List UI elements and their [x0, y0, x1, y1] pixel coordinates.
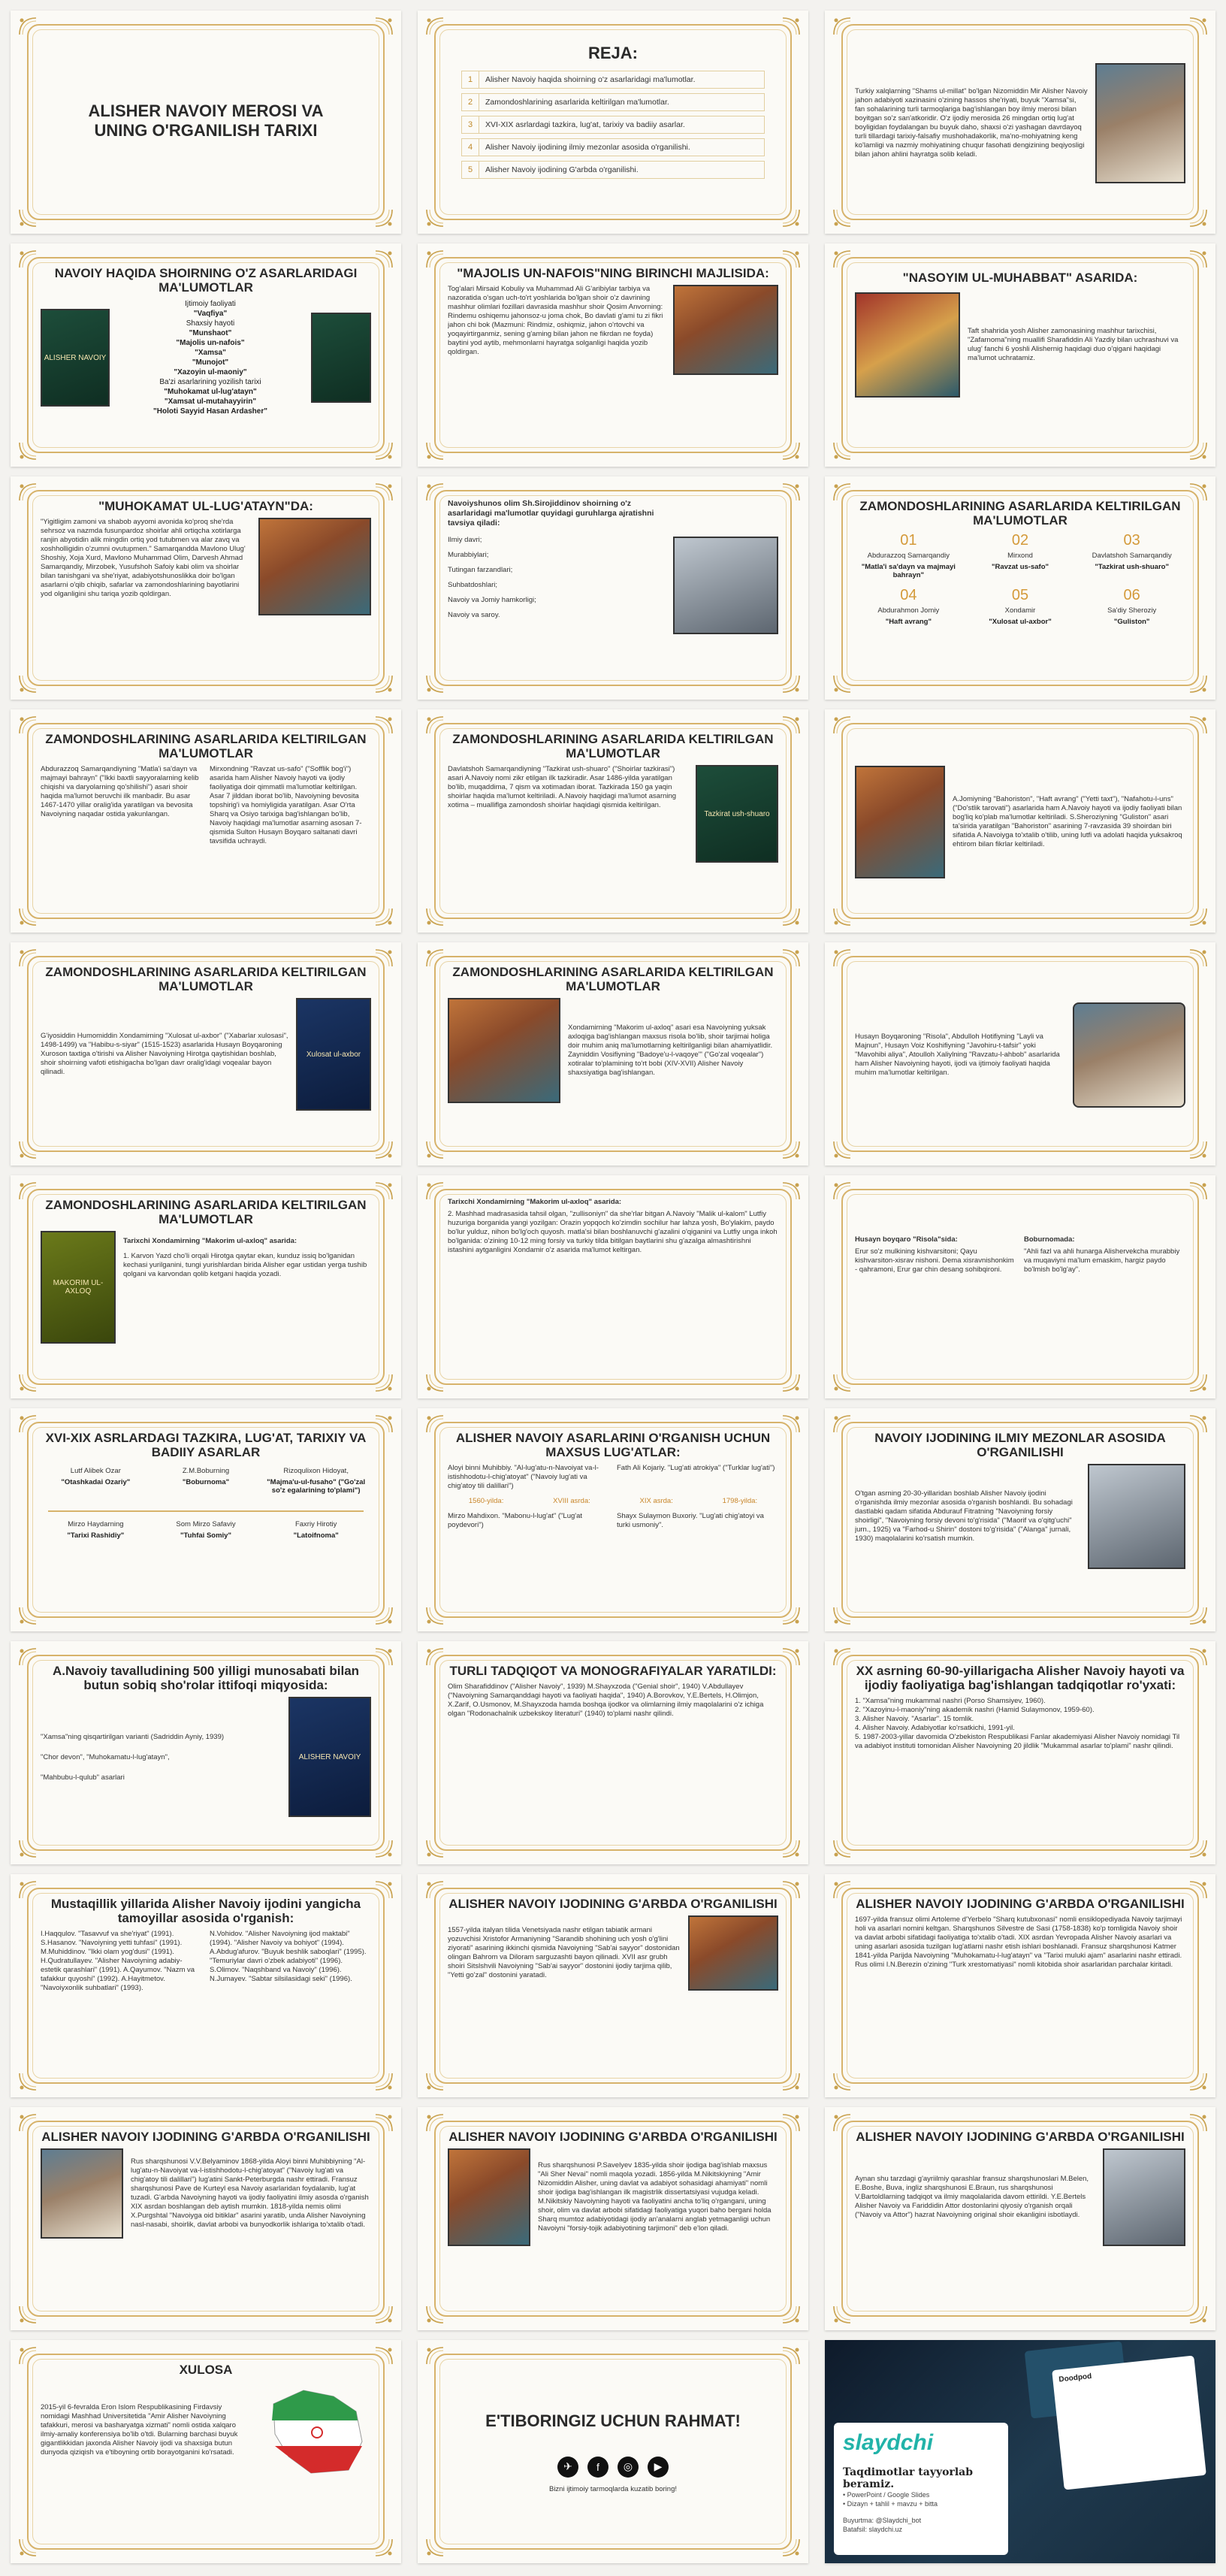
work-item: 04 Abdurahmon Jomiy "Haft avrang"	[877, 587, 940, 626]
corner-ornament-icon	[374, 1181, 394, 1201]
slide-muhokamat	[11, 476, 401, 700]
slide-xondamir	[11, 942, 401, 1166]
corner-ornament-icon	[18, 1373, 38, 1392]
corner-ornament-icon	[425, 907, 445, 927]
slide-text: Xondamirning "Makorim ul-axloq" asari esa Navoiyning yuksak axloqiga bag'ishlangan maxsus risola bo'lib, shoir tarjimai holiga doir muhim aniq ma'lumotlarning keltirilganligi bilan ahamiyatlidir. Zayniddin Vosifiyning "Badoye'u-l-vaqoye'" ("Go'zal voqealar") xotiralar to'plamining to'rt bobi (XIV-XVII) Alisher Navoiy shaxsiyatiga bag'ishlangan.	[568, 1023, 773, 1077]
slide-60-90-research	[825, 1641, 1215, 1864]
corner-ornament-icon	[374, 482, 394, 502]
plan-item: 4 Alisher Navoiy ijodining ilmiy mezonlar asosida o'rganilishi.	[461, 138, 765, 156]
book-cover-image: MAKORIM UL-AXLOQ	[41, 1231, 116, 1344]
corner-ornament-icon	[781, 441, 801, 461]
slide-heading: ALISHER NAVOIY IJODINING G'ARBDA O'RGANILISHI	[856, 1897, 1185, 1911]
slide-tazkirat	[418, 709, 808, 933]
corner-ornament-icon	[18, 1647, 38, 1667]
corner-ornament-icon	[18, 1181, 38, 1201]
corner-ornament-icon	[781, 948, 801, 968]
corner-ornament-icon	[18, 441, 38, 461]
left-heading: Husayn boyqaro "Risola"sida:	[855, 1235, 958, 1244]
slide-special-dictionaries	[418, 1408, 808, 1631]
slide-contemporaries-grid	[825, 476, 1215, 700]
bertels-portrait	[1103, 2148, 1185, 2246]
slide-text: 1557-yilda italyan tilida Venetsiyada nashr etilgan tabiatik armani yozuvchisi Xristofor Armaniyning "Sarandib shohining uch yosh o'g'lini ziyorati" asarining ikkinchi qismida Navoiyning "Sab'ai sayyor" dostonidan olingan Bahrom va Diloram sarguzashti bayon qilinadi. XVII asr grubh shoiri Sitslshvili Navoiyning "Sab'ai sayyor" dostonini ijodiy tarjima qilib, "Yetti go'zal" dostonini yaratadi.	[448, 1926, 680, 1979]
slide-title	[11, 11, 401, 234]
slide-intro	[825, 11, 1215, 234]
corner-ornament-icon	[1188, 2305, 1208, 2324]
work-item: 06 Sa'diy Sheroziy "Guliston"	[1107, 587, 1157, 626]
corner-ornament-icon	[18, 948, 38, 968]
corner-ornament-icon	[374, 2305, 394, 2324]
slide-text: Olim Sharafiddinov ("Alisher Navoiy", 1939) M.Shayxzoda ("Genial shoir", 1940) V.Abdullayev ("Navoiyning Samarqanddagi hayoti va faoliyati haqida", 1940) A.Borovkov, Y.E.Bertels, H.Olimjon, X.Zarif, O.Usmonov, M.Shayxzoda hamda boshqa ijodkor va olimlarning ilmiy maqolalarini o'z ichiga olgan "Rodonachalnik uzbekskoy literaturi" (1940) to'plami nashr qilindi.	[448, 1683, 764, 1718]
corner-ornament-icon	[781, 1647, 801, 1667]
painting-image	[855, 292, 960, 398]
navoiy-portrait	[1095, 63, 1185, 183]
corner-ornament-icon	[832, 482, 852, 502]
miniature-image	[448, 998, 560, 1103]
work-item: 05 Xondamir "Xulosat ul-axbor"	[989, 587, 1052, 626]
ad-card[interactable]	[834, 2423, 1008, 2555]
slide-conclusion	[11, 2340, 401, 2563]
corner-ornament-icon	[425, 1181, 445, 1201]
corner-ornament-icon	[425, 2305, 445, 2324]
book-cover-image: ALISHER NAVOIY	[41, 309, 110, 407]
plan-item: 1 Alisher Navoiy haqida shoirning o'z asarlaridagi ma'lumotlar.	[461, 71, 765, 89]
slide-risola-boburnoma	[825, 1175, 1215, 1398]
corner-ornament-icon	[425, 1140, 445, 1160]
corner-ornament-icon	[832, 2305, 852, 2324]
dictionary-item: Aloyi binni Muhibbiy. "Al-lug'atu-n-Navoiyat va-l-istishhodotu-l-chig'atoyat" ("Navoiy lug'ati va chig'atoy tili dalillari")	[448, 1464, 599, 1490]
slide-heading: "NASOYIM UL-MUHABBAT" ASARIDA:	[902, 271, 1138, 285]
slide-heading: ALISHER NAVOIY IJODINING G'ARBDA O'RGANILISHI	[448, 2130, 778, 2144]
slide-heading: "MUHOKAMAT UL-LUG'ATAYN"DA:	[98, 499, 313, 513]
telegram-icon[interactable]: ✈	[557, 2457, 578, 2478]
slide-subtitle: Tarixchi Xondamirning "Makorim ul-axloq" asarida:	[123, 1237, 297, 1245]
list-item: "Mahbubu-l-qulub" asarlari	[41, 1773, 125, 1782]
corner-ornament-icon	[781, 1880, 801, 1900]
corner-ornament-icon	[18, 907, 38, 927]
list-item: "Xamsa"ning qisqartirilgan varianti (Sadriddin Ayniy, 1939)	[41, 1732, 225, 1741]
corner-ornament-icon	[425, 208, 445, 228]
miniature-image	[855, 766, 945, 878]
corner-ornament-icon	[18, 2072, 38, 2091]
list-item: Tutingan farzandlari;	[448, 566, 513, 574]
corner-ornament-icon	[374, 1414, 394, 1434]
slide-text: 2015-yil 6-fevralda Eron Islom Respublikasining Firdavsiy nomidagi Mashhad Universitetida "Amir Alisher Navoiyning tafakkuri, merosi va basharyatga xizmati" nomli ostida xalqaro ilmiy-amaliy konferensiya bo'lib o'tdi. Bularning barchasi buyuk gigantlikkidan jaxonda Alisher Navoiy ijodi va shaxsiga butun dunyoda qiziqish va e'tiboyning ortib borayotganini ko'rsatadi.	[41, 2403, 238, 2457]
corner-ornament-icon	[425, 2113, 445, 2133]
corner-ornament-icon	[1188, 1647, 1208, 1667]
corner-ornament-icon	[781, 2072, 801, 2091]
slide-heading: Tarixchi Xondamirning "Makorim ul-axloq" asarida:	[448, 1198, 622, 1206]
corner-ornament-icon	[18, 208, 38, 228]
corner-ornament-icon	[425, 1839, 445, 1858]
slide-advertisement	[825, 2340, 1215, 2563]
corner-ornament-icon	[18, 2305, 38, 2324]
corner-ornament-icon	[18, 2346, 38, 2366]
list-item: 3. Alisher Navoiy. "Asarlar". 15 tomlik.	[855, 1715, 974, 1723]
corner-ornament-icon	[18, 674, 38, 694]
corner-ornament-icon	[18, 17, 38, 36]
corner-ornament-icon	[18, 715, 38, 735]
year-label: XVIII asrda:	[553, 1497, 590, 1505]
corner-ornament-icon	[374, 907, 394, 927]
ad-bullet: • Dizayn + tahlil + mavzu + bitta	[843, 2500, 938, 2508]
slide-heading: XX asrning 60-90-yillarigacha Alisher Navoiy hayoti va ijodiy faoliyatiga bag'ishlangan tadqiqotlar ro'yxati:	[856, 1664, 1185, 1692]
corner-ornament-icon	[374, 2538, 394, 2557]
list-item: 4. Alisher Navoiy. Adabiyotlar ko'rsatkichi, 1991-yil.	[855, 1724, 1015, 1732]
slide-sirojiddinov	[418, 476, 808, 700]
slide-heading: XULOSA	[179, 2363, 233, 2377]
corner-ornament-icon	[425, 674, 445, 694]
corner-ornament-icon	[832, 1140, 852, 1160]
corner-ornament-icon	[832, 1839, 852, 1858]
slide-makorim	[418, 942, 808, 1166]
list-item: 2. "Xazoyinu-l-maoniy"ning akademik nashri (Hamid Sulaymonov, 1959-60).	[855, 1706, 1095, 1714]
plan-item: 2 Zamondoshlarining asarlarida keltirilgan ma'lumotlar.	[461, 93, 765, 111]
corner-ornament-icon	[374, 1373, 394, 1392]
corner-ornament-icon	[18, 1414, 38, 1434]
corner-ornament-icon	[781, 1373, 801, 1392]
slide-jomiy	[825, 709, 1215, 933]
corner-ornament-icon	[18, 249, 38, 269]
list-item: Ilmiy davri;	[448, 536, 482, 544]
portraits-image	[1073, 1002, 1185, 1108]
corner-ornament-icon	[425, 1373, 445, 1392]
corner-ornament-icon	[1188, 1373, 1208, 1392]
iran-map-image	[258, 2381, 371, 2479]
corner-ornament-icon	[425, 249, 445, 269]
corner-ornament-icon	[18, 2113, 38, 2133]
slide-heading: TURLI TADQIQOT VA MONOGRAFIYALAR YARATILDI:	[449, 1664, 777, 1678]
slide-text: "Yigitligim zamoni va shabob ayyomi avonida ko'proq she'rda sehrsoz va nazmda fusunpardoz shoirlar ahli ortiqcha xotirlarga ranjin abyotidin alik mingdin ortiq yod tutubmen va alar zavq va xoshholligidin o'zumni ovutupmen." Samarqandda Mavlono Ulug' Shoshiy, Xoja Xurd, Mavlono Muhammad Olim, Darvesh Ahmad Samarqandiy, Mirzobek, Yusufshoh Safoiy kabi olim va shoirlar bilan tanishgani va she'riyat, adabiyotshunoslikka doir bo'lgan asarlarni o'qib chiqib, safarlar va zamondoshlarining bayotlarini yod olganligini shu tariqa yozib qoldirgan.	[41, 518, 246, 598]
slide-west-3	[11, 2107, 401, 2330]
youtube-icon[interactable]: ▶	[648, 2457, 669, 2478]
slide-text: Taft shahrida yosh Alisher zamonasining mashhur tarixchisi, "Zafarnoma"ning muallifi Sharafiddin Ali Yazdiy bilan uchrashuvi va ulug' fanchi 6 yoshli Alishernig haqidagi duo o'qigani haqidagi ma'lumot uchratamiz.	[968, 327, 1179, 362]
slide-text-right: Mirxondning "Ravzat us-safo" ("Sofflik bog'i") asarida ham Alisher Navoiy hayoti va ijodiy faoliyatiga doir qimmatli ma'lumotlar keltirilgan. Asar 7 jilddan iborat bo'lib, Navoiyning bevosita topshirig'i va homiyligida yaratilgan. Asar O'rta Sharq va Osiyo tarixiga bag'ishlangan bo'lib, Navoiy haqidagi ma'lumotlar asarning asosan 7-qismida Sulton Husayn Boyqaro saltanati davri tavsifida uchraydi.	[210, 765, 362, 845]
slide-text-right: N.Vohidov. "Alisher Navoiyning ijod maktabi" (1994). "Alisher Navoiy va bohiyot" (1994). A.Abdug'afurov. "Buyuk beshlik saboqlari" (1995). "Temuriylar davri o'zbek adabiyoti" (1996). S.Olimov. "Naqshband va Navoiy" (1996). N.Jumayev. "Sabtar silsilasidagi seki" (1996).	[210, 1930, 367, 1983]
plan-item: 5 Alisher Navoiy ijodining G'arbda o'rganilishi.	[461, 161, 765, 179]
slide-scientific-study	[825, 1408, 1215, 1631]
slide-text: Aynan shu tarzdagi g'ayriilmiy qarashlar fransuz sharqshunoslari M.Belen, E.Boshe, Buva, ingliz sharqshunosi E.Braun, rus sharqshunosi V.Bartoldlarning tadqiqot va ilmiy maqolalarida davom ettirildi. Y.E.Bertels Alisher Navoiy va Fariddidin Attor dostonlarini qiyosiy o'rganish orqali ("Navoiy va Attor") hazrat Navoiyning original shoir ekanligini isbotlaydi.	[855, 2175, 1089, 2219]
corner-ornament-icon	[832, 249, 852, 269]
corner-ornament-icon	[425, 715, 445, 735]
corner-ornament-icon	[374, 1140, 394, 1160]
miniature-image	[258, 518, 371, 615]
right-heading: Boburnomada:	[1024, 1235, 1075, 1244]
corner-ornament-icon	[374, 441, 394, 461]
corner-ornament-icon	[832, 907, 852, 927]
slide-west-2	[825, 1874, 1215, 2097]
corner-ornament-icon	[1188, 1181, 1208, 1201]
dictionary-item: Mirzo Mahdixon. "Mabonu-l-lug'at" ("Lug'at poydevori")	[448, 1512, 583, 1529]
corner-ornament-icon	[1188, 249, 1208, 269]
slide-text: A.Jomiyning "Bahoriston", "Haft avrang" ("Yetti taxt"), "Nafahotu-l-uns" ("Do'stlik tarovati") asarlarida ham A.Navoiy hayoti va ijodiy faoliyati bilan bog'liq ko'plab ma'lumotlar keltiriladi. S.Sheroziyning "Guliston" asari ta'sirida yaratilgan "Bahoriston" asarining 7-ravzasida 39 shoirdan biri sifatida A.Navoiyga to'xtalib o'tilib, uning lutfi va adolati haqida yuksakroq ehtirom bilan fikrlar keltiriladi.	[953, 794, 1182, 848]
corner-ornament-icon	[781, 1140, 801, 1160]
corner-ornament-icon	[1188, 907, 1208, 927]
scholar-portrait	[41, 2148, 123, 2239]
corner-ornament-icon	[1188, 441, 1208, 461]
slide-plan	[418, 11, 808, 234]
corner-ornament-icon	[374, 715, 394, 735]
corner-ornament-icon	[1188, 2072, 1208, 2091]
corner-ornament-icon	[374, 1839, 394, 1858]
slide-boyqaro	[825, 942, 1215, 1166]
corner-ornament-icon	[832, 17, 852, 36]
corner-ornament-icon	[18, 2538, 38, 2557]
slide-heading: ALISHER NAVOIY ASARLARINI O'RGANISH UCHUN MAXSUS LUG'ATLAR:	[455, 1431, 771, 1459]
corner-ornament-icon	[425, 1880, 445, 1900]
slide-makorim-2	[418, 1175, 808, 1398]
slide-west-1	[418, 1874, 808, 2097]
slide-text: Husayn Boyqaroning "Risola", Abdulloh Hotifiyning "Layli va Majnun", Husayn Voiz Koshifiyning "Javohiru-t-tafsir" yoki "Mavohibi aliya", Atoulloh Xaliylning "Ravzatu-l-ahbob" asarlarida ham Alisher Navoiyning hayoti, ijodi va ijtimoiy faoliyati haqida muhim ma'lumotlar keltirilgan.	[855, 1032, 1060, 1077]
corner-ornament-icon	[781, 1181, 801, 1201]
book-cover-image: Tazkirat ush-shuaro	[696, 765, 778, 863]
slide-west-4	[418, 2107, 808, 2330]
work-item: Rizoqulixon Hidoyat, "Majma'u-ul-fusaho" ("Go'zal so'z egalarining to'plami")	[267, 1467, 366, 1495]
scholar-photo	[673, 537, 778, 634]
corner-ornament-icon	[374, 2346, 394, 2366]
slide-tazkira-lugat	[11, 1408, 401, 1631]
slide-text-left: Abdurazzoq Samarqandiyning "Matla'i sa'dayn va majmayi bahrayn" ("Ikki baxtli sayyoralarning kelib chiqishi va daryolarning qo'shilishi") asari shoir haqida ma'lumot beruvchi ilk manbadir. Bu asar 1467-1470 yillar oralig'ida yaratilgan va bevosita Navoiyning naqadar ostida yakunlangan.	[41, 765, 199, 818]
slide-heading: Navoiyshunos olim Sh.Sirojiddinov shoirning o'z asarlaridagi ma'lumotlar quyidagi guruhlarga ajratishni tavsiya qiladi:	[448, 499, 654, 528]
corner-ornament-icon	[374, 948, 394, 968]
slide-text: Rus sharqshunosi V.V.Belyaminov 1868-yilda Aloyi binni Muhibbiyning "Al-lug'atu-n-Navoiyat va-l-istishhodotu-l-chig'atoyat" ("Navoiy lug'ati va chig'atoy tili dalillari") lug'atini Sankt-Peterburgda nashr ettiradi. Fransuz sharqshunosi Pave de Kurteyl esa Navoiy asarlaridan foydalanib, lug'at tuzadi. G'arbda Navoiyning hayoti va ijodiy faoliyatini ilmiy asosda o'rganish XIX asrdan boshlangan deb aytish mumkin. 1818-yilda nemis olimi X.Purgshtal "Navoiyga oid bitiklar" asarini yaratib, unda Alisher Navoiyning nasl-nasabi, shoirlik, davlat arbobi va bunyodkorlik ishlariga to'xtalib o'tadi.	[131, 2157, 369, 2229]
slide-text: 1. Karvon Yazd cho'li orqali Hirotga qaytar ekan, kunduz issiq bo'lganidan kechasi yurilganini, tungi yurishlardan birida Alisher egar ustidan yerga tushib qolgani va karvondan qolib ketgani haqida yozadi.	[123, 1252, 367, 1278]
fitrat-portrait	[1088, 1464, 1185, 1569]
corner-ornament-icon	[425, 2072, 445, 2091]
work-item: Lutf Alibek Ozar "Otashkadai Ozariy"	[61, 1467, 131, 1486]
year-label: 1798-yilda:	[722, 1497, 758, 1505]
work-item: Faxriy Hirotiy "Latoifnoma"	[293, 1520, 339, 1540]
book-cover-image: ALISHER NAVOIY	[288, 1697, 371, 1817]
list-item: Murabbiylari;	[448, 551, 489, 559]
miniature-image	[673, 285, 778, 375]
corner-ornament-icon	[1188, 1140, 1208, 1160]
corner-ornament-icon	[18, 1839, 38, 1858]
corner-ornament-icon	[781, 208, 801, 228]
slide-heading: XVI-XIX ASRLARDAGI TAZKIRA, LUG'AT, TARIXIY VA BADIIY ASARLAR	[45, 1431, 367, 1459]
slide-text: Rus sharqshunosi P.Savelyev 1835-yilda shoir ijodiga bag'ishlab maxsus "Ali Sher Nevai" nomli maqola yozadi. 1856-yilda M.Nikitskiyning "Amir Nizomiddin Alisher, uning davlat va adabiyot sohasidagi ahamiyati" nomli shoir ijodiga bag'ishlangan ilk magistrlik dissertatsiyasi vujudga keladi. M.Nikitskiy Navoiyning hayoti va faoliyatini ancha to'liq o'rgangani, uning shoir, olim va davlat arbobi sifatidagi faoliyatiga yuqori baho bergani holda Sharq mumtoz adabiyotidagi ijodiy an'analarni anglab yetmaganligi uchun Navoiyni "forsiy-tojik adabiyotining tarjimoni" deb e'lon qiladi.	[538, 2161, 772, 2233]
slide-contemporaries-two-col	[11, 709, 401, 933]
timeline-line	[48, 1510, 364, 1512]
corner-ornament-icon	[425, 1606, 445, 1625]
corner-ornament-icon	[781, 1606, 801, 1625]
facebook-icon[interactable]: f	[587, 2457, 608, 2478]
corner-ornament-icon	[832, 674, 852, 694]
miniature-image	[448, 2148, 530, 2246]
corner-ornament-icon	[1188, 1880, 1208, 1900]
corner-ornament-icon	[374, 17, 394, 36]
corner-ornament-icon	[425, 17, 445, 36]
corner-ornament-icon	[781, 715, 801, 735]
slide-text: Tog'alari Mirsaid Kobuliy va Muhammad Ali G'aribiylar tarbiya va nazoratida o'sgan uch-to'rt yoshlarida bo'lgan shoir o'z davrining mashhur olimlari fozillari davrasida mashhur shoir Qosim Anvorning: Rindemu oshiqemu jahonsoz-u joma chok, Bo davlati g'ami tu zi fikri jahon chi bok (Mazmuni: Rindmiz, oshiqmiz, jahon o'rtovchi va yoqayirtirganmiz, sening g'aming bilan jahon ne fikrdan ne foyda) baytini yod aytib, mehmonlarni hayratga solganligi haqida yozib qoldirgan.	[448, 285, 663, 356]
corner-ornament-icon	[374, 2113, 394, 2133]
work-item: 02 Mirxond "Ravzat us-safo"	[991, 532, 1049, 571]
corner-ornament-icon	[832, 1414, 852, 1434]
work-item: 01 Abdurazzoq Samarqandiy "Matla'i sa'dayn va majmayi bahrayn"	[861, 532, 956, 579]
ad-channel: Batafsil: slaydchi.uz	[843, 2526, 903, 2533]
instagram-icon[interactable]: ◎	[618, 2457, 639, 2478]
corner-ornament-icon	[832, 441, 852, 461]
corner-ornament-icon	[425, 1414, 445, 1434]
corner-ornament-icon	[781, 2305, 801, 2324]
corner-ornament-icon	[832, 1181, 852, 1201]
slide-heading: ZAMONDOSHLARINING ASARLARIDA KELTIRILGAN MA'LUMOTLAR	[452, 732, 774, 760]
corner-ornament-icon	[1188, 1414, 1208, 1434]
corner-ornament-icon	[374, 208, 394, 228]
corner-ornament-icon	[425, 482, 445, 502]
corner-ornament-icon	[425, 2538, 445, 2557]
corner-ornament-icon	[832, 948, 852, 968]
work-item: Mirzo Haydarning "Tarixi Rashidiy"	[67, 1520, 125, 1540]
corner-ornament-icon	[18, 1140, 38, 1160]
corner-ornament-icon	[1188, 17, 1208, 36]
corner-ornament-icon	[781, 674, 801, 694]
corner-ornament-icon	[425, 948, 445, 968]
slaydchi-logo: slaydchi	[843, 2430, 934, 2455]
slide-heading: "MAJOLIS UN-NAFOIS"NING BIRINCHI MAJLISIDA:	[457, 266, 769, 280]
corner-ornament-icon	[1188, 1839, 1208, 1858]
list-item: Suhbatdoshlari;	[448, 581, 498, 589]
slide-nasoyim	[825, 243, 1215, 467]
book-photo	[311, 313, 371, 403]
slide-text: 2. Mashhad madrasasida tahsil olgan, "zullisoniyn" da she'rlar bitgan A.Navoiy "Malik ul-kalom" Lutfiy huzuriga borganida yangi yozilgan: Orazin yopqoch ko'zimdin sochilur har lahza yosh, Bo'ylakim, paydo bo'lur yulduz, nihon bo'lg'och quyosh. matla'si bilan boshlanuvchi g'azalini o'qiganini va Lutfiy unga inkoh bo'lganida: o'zining 10-12 ming forsiy va turkiy tilda bitilgan baytlarini shu g'azalga almashtirishni istashini aytganligini Xondamir o'z asarida ma'lumot keltirgan.	[448, 1210, 778, 1254]
plan-item: 3 XVI-XIX asrlardagi tazkira, lug'at, tarixiy va badiiy asarlar.	[461, 116, 765, 134]
slide-heading: ZAMONDOSHLARINING ASARLARIDA KELTIRILGAN MA'LUMOTLAR	[859, 499, 1181, 528]
corner-ornament-icon	[781, 2538, 801, 2557]
corner-ornament-icon	[781, 1839, 801, 1858]
corner-ornament-icon	[425, 441, 445, 461]
slide-heading: ALISHER NAVOIY IJODINING G'ARBDA O'RGANILISHI	[41, 2130, 370, 2144]
corner-ornament-icon	[374, 1880, 394, 1900]
corner-ornament-icon	[1188, 948, 1208, 968]
corner-ornament-icon	[18, 1880, 38, 1900]
corner-ornament-icon	[1188, 715, 1208, 735]
corner-ornament-icon	[832, 1373, 852, 1392]
thanks-title: E'TIBORINGIZ UCHUN RAHMAT!	[485, 2411, 741, 2430]
work-item: Som Mirzo Safaviy "Tuhfai Somiy"	[176, 1520, 236, 1540]
corner-ornament-icon	[832, 2072, 852, 2091]
corner-ornament-icon	[18, 1606, 38, 1625]
corner-ornament-icon	[1188, 2113, 1208, 2133]
left-text: Erur so'z mulkining kishvarsitoni; Qayu kishvarsiton-xisrav nishoni. Dema xisravnishonkim - qahramoni, Erur gar chin desang sohibqironi.	[855, 1247, 1014, 1274]
list-item: 5. 1987-2003-yillar davomida O'zbekiston Respublikasi Fanlar akademiyasi Alisher Navoiy nomidagi Til va adabiyot instituti tomonidan Alisher Navoiyning 20 jildlik "Mukammal asarlar to'plami" nashr qilindi.	[855, 1733, 1180, 1750]
slide-heading: Mustaqillik yillarida Alisher Navoiy ijodini yangicha tamoyillar asosida o'rganish:	[50, 1897, 361, 1925]
slide-majolis	[418, 243, 808, 467]
corner-ornament-icon	[1188, 1606, 1208, 1625]
list-item: 1. "Xamsa"ning mukammal nashri (Porso Shamsiyev, 1960).	[855, 1697, 1046, 1705]
slide-text: 1697-yilda fransuz olimi Artoleme d'Yerbelo "Sharq kutubxonasi" nomli ensiklopediyada Navoiy tarjimayi holi va asarlari nomini keltgan. Sharqshunos Silvestre de Sasi (1758-1838) ko'p tomligida Navoiy shoir va davlat arbobi sifatidagi faoliyatiga to'xtalib o'tadi. XIX asrdan Yevropada Alisher Navoiy asarlari va uning asarlari asosida tuzilgan lug'atlarni nashr etish ishlari boshlanadi. Fransuz sharqshunosi Katmer 1841-yilda Parijda Navoiyning "Muhokamatu-l-lug'atayn" va "Tarixi muluki ajam" asarlarini nashr ettiradi. Rus olimi I.N.Berezin o'zining "Turk xrestomatiyasi" nomli kitobida shoir asarlaridan parchalar kiritadi.	[855, 1915, 1182, 1969]
corner-ornament-icon	[425, 2346, 445, 2366]
corner-ornament-icon	[781, 249, 801, 269]
corner-ornament-icon	[374, 2072, 394, 2091]
corner-ornament-icon	[832, 1880, 852, 1900]
slide-heading: ZAMONDOSHLARINING ASARLARIDA KELTIRILGAN MA'LUMOTLAR	[45, 965, 367, 993]
corner-ornament-icon	[781, 482, 801, 502]
corner-ornament-icon	[832, 715, 852, 735]
ad-headline: Taqdimotlar tayyorlab beramiz.	[843, 2466, 974, 2490]
corner-ornament-icon	[1188, 208, 1208, 228]
work-item: Z.M.Boburning "Boburnoma"	[182, 1467, 230, 1486]
corner-ornament-icon	[781, 2346, 801, 2366]
social-caption: Bizni ijtimoiy tarmoqlarda kuzatib boring!	[548, 2484, 678, 2493]
slide-independence-study	[11, 1874, 401, 2097]
dictionary-item: Shayx Sulaymon Buxoriy. "Lug'ati chig'atoyi va turki usmoniy".	[617, 1512, 764, 1529]
list-item: Navoiy va Jomiy hamkorligi;	[448, 596, 536, 604]
slide-makorim-1	[11, 1175, 401, 1398]
corner-ornament-icon	[374, 674, 394, 694]
slide-heading: A.Navoiy tavalludining 500 yilligi munosabati bilan butun sobiq sho'rolar ittifoqi miqyosida:	[52, 1664, 360, 1692]
slide-text: O'tgan asrning 20-30-yillaridan boshlab Alisher Navoiy ijodini o'rganishda ilmiy mezonlar asosida o'rganish boshlandi. Bu sohadagi dastlabki qadam sifatida Abdurauf Fitratning "Navoiyning forsiy shoirligi", "Navoiyning forsiy devoni to'g'risida" ("Maorif va o'qitg'uchi" jurn., 1925) va "Farhod-u Shirin" dostoni to'g'risida" ("Alanga" jurnali, 1930) maqolalarini ko'rsatish mumkin.	[855, 1489, 1073, 1543]
corner-ornament-icon	[1188, 482, 1208, 502]
slide-heading: ZAMONDOSHLARINING ASARLARIDA KELTIRILGAN MA'LUMOTLAR	[45, 732, 367, 760]
corner-ornament-icon	[374, 1647, 394, 1667]
ad-bullet: • PowerPoint / Google Slides	[843, 2491, 930, 2499]
slide-west-5	[825, 2107, 1215, 2330]
corner-ornament-icon	[374, 1606, 394, 1625]
miniature-image	[688, 1915, 778, 1991]
slide-heading: NAVOIY IJODINING ILMIY MEZONLAR ASOSIDA O'RGANILISHI	[874, 1431, 1166, 1459]
plan-title: REJA:	[587, 44, 638, 62]
ad-contact: Buyurtma: @Slaydchi_bot	[843, 2517, 922, 2524]
corner-ornament-icon	[832, 1647, 852, 1667]
slide-thanks	[418, 2340, 808, 2563]
slide-heading: ALISHER NAVOIY IJODINING G'ARBDA O'RGANILISHI	[448, 1897, 778, 1911]
intro-text: Turkiy xalqlarning "Shams ul-millat" bo'lgan Nizomiddin Mir Alisher Navoiy jahon adabiyoti xazinasini o'zining hassos she'riyati, buyuk "Xamsa"si, fan sohalarining turli tarmoqlariga bag'ishlangan boy ilmiy merosi bilan boyitgan so'z san'atkoridir. O'z ijodiy merosida 26 mingdan ortiq lug'at boyligidan foydalangan bu buyuk daho, shaxsi o'zi yashagan davrdayoq turli tillardagi tarixiy-falsafiy mushohadakorlik, ma'no-mohiyatning keng ko'lamligi va nazmiy mohiyatining chuqur fasohati dengizining beqiyosligi bilan jahon ahlini hayratga solib keladi.	[855, 86, 1088, 159]
book-cover-image: Xulosat ul-axbor	[296, 998, 371, 1111]
dictionary-item: Fath Ali Kojariy. "Lug'ati atrokiya" ("Turklar lug'ati")	[617, 1464, 775, 1472]
corner-ornament-icon	[374, 249, 394, 269]
corner-ornament-icon	[832, 1606, 852, 1625]
slide-heading: NAVOIY HAQIDA SHOIRNING O'Z ASARLARIDAGI MA'LUMOTLAR	[54, 266, 358, 295]
right-text: "Ahli fazl va ahli hunarga Alishervekcha murabbiy va muqaviyni ma'lum emaskim, hargiz paydo bo'lmish bo'lg'ay".	[1024, 1247, 1180, 1274]
slide-text-left: I.Haqqulov. "Tasavvuf va she'riyat" (1991). S.Hasanov. "Navoiyning yetti tuhfasi" (1991). M.Muhiddinov. "Ikki olam yog'dusi" (1991). H.Qudratullayev. "Alisher Navoiyning adabiy-estetik qarashlari" (1991). A.Qayumov. "Nazm va tafakkur quyoshi" (1992). A.Hayitmetov. "Navoiyxonlik suhbatlari" (1993).	[41, 1930, 195, 1992]
corner-ornament-icon	[1188, 674, 1208, 694]
corner-ornament-icon	[781, 1414, 801, 1434]
slide-own-works: NAVOIY HAQIDA SHOIRNING O'Z ASARLARIDAGI MA'LUMOTLAR ALISHER NAVOIY Ijtimoiy faoliyati "Vaqfiya" Shaxsiy hayoti "Munshaot" "Majolis un-nafois" "Xamsa" "Munojot" "Xazoyin ul-maoniy" Ba'zi asarlarining yozilish tarixi "Muhokamat ul-lug'atayn" "Xamsat ul-mutahayyirin" "Holoti Sayyid Hasan Ardasher"	[11, 243, 401, 467]
corner-ornament-icon	[18, 482, 38, 502]
slide-text: G'iyosiddin Humomiddin Xondamirning "Xulosat ul-axbor" ("Xabarlar xulosasi", 1498-1499) va "Habibu-s-siyar" (1515-1523) asarlarida Husayn Boyqaroning Xuroson taxtiga o'tirishi va Alisher Navoiyning Hirotga qaytishidan boshlab, shoir shoirning vafoti etishigacha bo'lgan davr oralig'idagi voqealar bayon qilinadi.	[41, 1032, 288, 1076]
slide-text: Davlatshoh Samarqandiyning "Tazkirat ush-shuaro" ("Shoirlar tazkirasi") asari A.Navoiy nomi zikr etilgan ilk tazkiradir. Asar 1486-yilda yaratilgan bo'lib, muqaddima, 7 qism va xotimadan iborat. Tazkirada 150 ga yaqin shoirlar haqida ma'lumot keltiriladi. A.Navoiy haqidagi ma'lumot asarning xotima – mualliflga zamondosh shoirlar haqidagi qismida keltirilgan.	[448, 765, 677, 809]
list-item: "Chor devon", "Muhokamatu-l-lug'atayn",	[41, 1752, 170, 1761]
year-label: 1560-yilda:	[468, 1497, 504, 1505]
slide-heading: ALISHER NAVOIY IJODINING G'ARBDA O'RGANILISHI	[856, 2130, 1185, 2144]
corner-ornament-icon	[781, 2113, 801, 2133]
slide-heading: ZAMONDOSHLARINING ASARLARIDA KELTIRILGAN MA'LUMOTLAR	[452, 965, 774, 993]
corner-ornament-icon	[425, 1647, 445, 1667]
corner-ornament-icon	[781, 17, 801, 36]
work-item: 03 Davlatshoh Samarqandiy "Tazkirat ush-shuaro"	[1092, 532, 1172, 571]
list-item: Navoiy va saroy.	[448, 611, 500, 619]
slide-heading: ZAMONDOSHLARINING ASARLARIDA KELTIRILGAN MA'LUMOTLAR	[45, 1198, 367, 1226]
year-label: XIX asrda:	[639, 1497, 673, 1505]
slide-monographs	[418, 1641, 808, 1864]
slide-500-anniversary	[11, 1641, 401, 1864]
corner-ornament-icon	[832, 2113, 852, 2133]
ad-panel: Doodpod	[1052, 2356, 1206, 2490]
corner-ornament-icon	[781, 907, 801, 927]
main-title: ALISHER NAVOIY MEROSI VA UNING O'RGANILISH TARIXI	[88, 101, 324, 140]
corner-ornament-icon	[832, 208, 852, 228]
